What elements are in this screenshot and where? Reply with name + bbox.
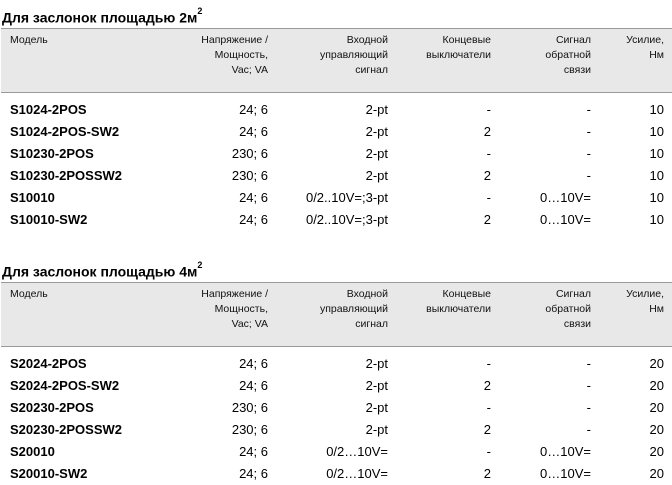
cell-feedback: - <box>586 400 591 415</box>
cell-switches: 2 <box>483 422 491 437</box>
cell-model: S10230-2POSSW2 <box>10 168 123 183</box>
cell-switches: - <box>486 190 491 205</box>
cell-power: 24; 6 <box>239 444 268 459</box>
cell-model: S20230-2POSSW2 <box>10 422 123 437</box>
cell-signal: 2-pt <box>365 102 388 117</box>
cell-feedback: - <box>586 146 591 161</box>
cell-power: 24; 6 <box>239 190 268 205</box>
cell-model: S20010-SW2 <box>10 466 88 481</box>
cell-power: 24; 6 <box>239 378 268 393</box>
header-force: Усилие, Нм <box>626 288 664 315</box>
cell-feedback: - <box>586 356 591 371</box>
cell-signal: 2-pt <box>365 356 388 371</box>
cell-force: 10 <box>649 212 664 227</box>
cell-power: 24; 6 <box>239 356 268 371</box>
cell-model: S2024-2POS <box>10 356 87 371</box>
table-row <box>1 93 672 122</box>
cell-signal: 0/2…10V= <box>326 466 388 481</box>
cell-signal: 0/2..10V=;3-pt <box>305 212 388 227</box>
header-switches: Концевые выключатели <box>426 34 491 61</box>
cell-switches: - <box>486 400 491 415</box>
header-signal: Входной управляющий сигнал <box>319 288 388 330</box>
cell-switches: - <box>486 444 491 459</box>
cell-feedback: - <box>586 378 591 393</box>
cell-power: 230; 6 <box>231 422 268 437</box>
cell-force: 20 <box>649 422 664 437</box>
header-power: Напряжение / Мощность, Vac; VA <box>201 34 268 76</box>
header-signal: Входной управляющий сигнал <box>319 34 388 76</box>
header-feedback: Сигнал обратной связи <box>545 288 591 330</box>
cell-feedback: - <box>586 422 591 437</box>
cell-signal: 2-pt <box>365 422 388 437</box>
cell-force: 10 <box>649 124 664 139</box>
cell-feedback: - <box>586 124 591 139</box>
section-title-sup: 2 <box>197 6 203 16</box>
cell-switches: - <box>486 356 491 371</box>
cell-switches: 2 <box>483 124 491 139</box>
table-row <box>1 463 672 485</box>
cell-power: 230; 6 <box>231 146 268 161</box>
cell-switches: - <box>486 146 491 161</box>
actuator-table <box>1 28 672 231</box>
cell-model: S20010 <box>10 444 55 459</box>
cell-power: 24; 6 <box>239 212 268 227</box>
table-row <box>1 419 672 441</box>
table-row <box>1 165 672 187</box>
cell-force: 20 <box>649 466 664 481</box>
table-header-row <box>1 283 672 347</box>
actuator-table <box>1 282 672 485</box>
cell-power: 24; 6 <box>239 466 268 481</box>
table-row <box>1 397 672 419</box>
cell-switches: 2 <box>483 168 491 183</box>
cell-switches: - <box>486 102 491 117</box>
cell-force: 20 <box>649 400 664 415</box>
cell-model: S1024-2POS-SW2 <box>10 124 120 139</box>
cell-signal: 2-pt <box>365 400 388 415</box>
cell-power: 230; 6 <box>231 168 268 183</box>
header-switches: Концевые выключатели <box>426 288 491 315</box>
cell-signal: 2-pt <box>365 146 388 161</box>
section-title <box>0 254 618 282</box>
cell-model: S10010 <box>10 190 55 205</box>
cell-switches: 2 <box>483 466 491 481</box>
cell-feedback: 0…10V= <box>540 212 591 227</box>
header-power: Напряжение / Мощность, Vac; VA <box>201 288 268 330</box>
cell-feedback: - <box>586 168 591 183</box>
table-row <box>1 441 672 463</box>
cell-feedback: - <box>586 102 591 117</box>
table-header-row <box>1 29 672 93</box>
section-4m <box>0 254 664 485</box>
cell-feedback: 0…10V= <box>540 190 591 205</box>
header-feedback: Сигнал обратной связи <box>545 34 591 76</box>
section-title <box>0 0 618 28</box>
section-2m <box>0 0 664 231</box>
header-model: Модель <box>10 288 48 300</box>
section-title-sup: 2 <box>197 260 203 270</box>
cell-signal: 2-pt <box>365 168 388 183</box>
cell-model: S1024-2POS <box>10 102 87 117</box>
cell-power: 230; 6 <box>231 400 268 415</box>
header-model: Модель <box>10 34 48 46</box>
cell-signal: 2-pt <box>365 378 388 393</box>
cell-signal: 2-pt <box>365 124 388 139</box>
table-row <box>1 209 672 231</box>
table-row <box>1 143 672 165</box>
cell-switches: 2 <box>483 212 491 227</box>
cell-model: S10010-SW2 <box>10 212 88 227</box>
cell-force: 10 <box>649 102 664 117</box>
table-row <box>1 187 672 209</box>
cell-model: S2024-2POS-SW2 <box>10 378 120 393</box>
table-row <box>1 375 672 397</box>
cell-model: S20230-2POS <box>10 400 94 415</box>
cell-switches: 2 <box>483 378 491 393</box>
cell-force: 10 <box>649 168 664 183</box>
table-row <box>1 121 672 143</box>
section-title-text: Для заслонок площадью 2м <box>2 9 198 26</box>
cell-force: 20 <box>649 378 664 393</box>
table-row <box>1 347 672 376</box>
cell-force: 20 <box>649 444 664 459</box>
cell-force: 20 <box>649 356 664 371</box>
cell-model: S10230-2POS <box>10 146 94 161</box>
cell-power: 24; 6 <box>239 102 268 117</box>
header-force: Усилие, Нм <box>626 34 664 61</box>
cell-signal: 0/2..10V=;3-pt <box>305 190 388 205</box>
cell-feedback: 0…10V= <box>540 444 591 459</box>
cell-force: 10 <box>649 146 664 161</box>
cell-feedback: 0…10V= <box>540 466 591 481</box>
cell-power: 24; 6 <box>239 124 268 139</box>
cell-force: 10 <box>649 190 664 205</box>
cell-signal: 0/2…10V= <box>326 444 388 459</box>
section-title-text: Для заслонок площадью 4м <box>2 263 198 280</box>
